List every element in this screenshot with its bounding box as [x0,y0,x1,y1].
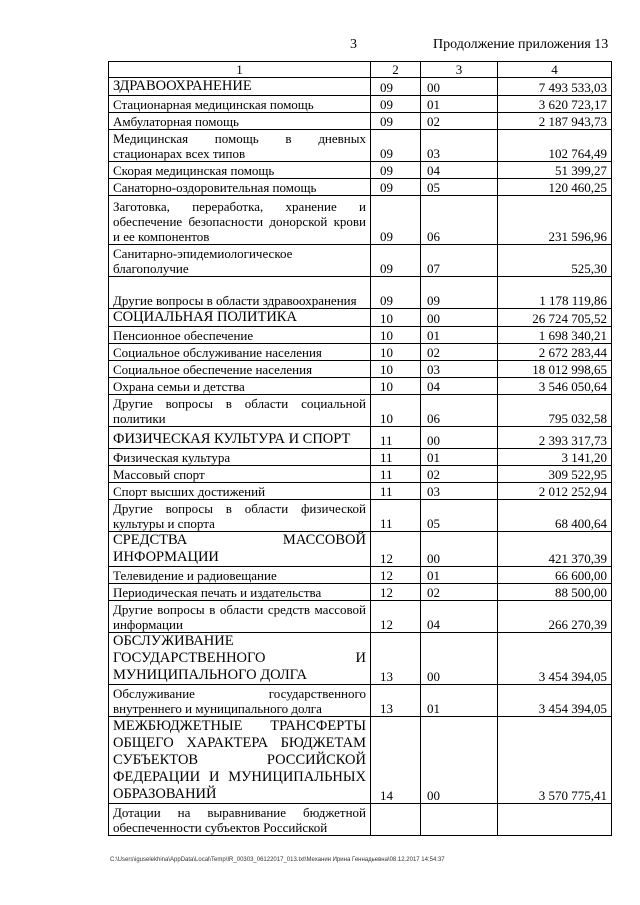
row-section-code [371,804,421,836]
row-section-code: 09 [371,113,421,130]
table-row [109,584,612,601]
row-section-code: 13 [371,685,421,717]
table-row [109,483,612,500]
row-name: Стационарная медицинская помощь [109,96,371,113]
row-name: Другие вопросы в области физической культуры и спорта [109,500,371,532]
row-amount: 309 522,95 [498,466,612,483]
row-amount: 266 270,39 [498,601,612,633]
table-row [109,685,612,717]
row-section-code: 09 [371,78,421,96]
row-subsection-code [421,804,498,836]
row-name: Социальное обслуживание населения [109,344,371,361]
row-amount: 1 178 119,86 [498,277,612,309]
row-name: Санаторно-оздоровительная помощь [109,179,371,196]
row-amount: 2 672 283,44 [498,344,612,361]
table-row [109,196,612,245]
row-section-code: 12 [371,584,421,601]
row-section-code: 09 [371,196,421,245]
row-section-code: 10 [371,361,421,378]
column-header: 4 [498,62,612,78]
row-subsection-code: 03 [421,483,498,500]
table-row [109,96,612,113]
table-row [109,130,612,162]
row-name: МЕЖБЮДЖЕТНЫЕ ТРАНСФЕРТЫ ОБЩЕГО ХАРАКТЕРА БЮДЖЕТАМ СУБЪЕКТОВ РОССИЙСКОЙ ФЕДЕРАЦИИ И МУНИЦИПАЛЬНЫХ ОБРАЗОВАНИЙ [109,717,371,804]
row-section-code: 12 [371,532,421,567]
table-row [109,633,612,685]
page-number: 3 [350,37,357,52]
row-name: Обслуживание государственного внутреннего и муниципального долга [109,685,371,717]
row-amount [498,804,612,836]
row-name: Другие вопросы в области социальной политики [109,395,371,427]
row-name: Массовый спорт [109,466,371,483]
row-name: Физическая культура [109,449,371,466]
table-row [109,804,612,836]
row-name: ОБСЛУЖИВАНИЕ ГОСУДАРСТВЕННОГО И МУНИЦИПАЛЬНОГО ДОЛГА [109,633,371,685]
row-subsection-code: 06 [421,196,498,245]
row-name: Скорая медицинская помощь [109,162,371,179]
row-subsection-code: 03 [421,361,498,378]
table-row [109,449,612,466]
row-amount: 3 620 723,17 [498,96,612,113]
table-row [109,395,612,427]
column-header: 3 [421,62,498,78]
row-name: Периодическая печать и издательства [109,584,371,601]
row-amount: 3 570 775,41 [498,717,612,804]
row-amount: 18 012 998,65 [498,361,612,378]
row-section-code: 11 [371,483,421,500]
row-section-code: 09 [371,96,421,113]
row-name: Амбулаторная помощь [109,113,371,130]
row-section-code: 12 [371,601,421,633]
row-amount: 7 493 533,03 [498,78,612,96]
row-subsection-code: 03 [421,130,498,162]
row-subsection-code: 04 [421,378,498,395]
row-name: Социальное обеспечение населения [109,361,371,378]
table-header-row [109,62,612,78]
row-amount: 3 454 394,05 [498,633,612,685]
row-name: СОЦИАЛЬНАЯ ПОЛИТИКА [109,309,371,327]
row-subsection-code: 04 [421,162,498,179]
row-name: Другие вопросы в области средств массовой информации [109,601,371,633]
row-section-code: 10 [371,327,421,344]
column-header: 2 [371,62,421,78]
row-amount: 795 032,58 [498,395,612,427]
row-section-code: 14 [371,717,421,804]
row-name: СРЕДСТВА МАССОВОЙ ИНФОРМАЦИИ [109,532,371,567]
row-subsection-code: 01 [421,327,498,344]
table-row [109,78,612,96]
row-section-code: 10 [371,309,421,327]
row-section-code: 11 [371,427,421,449]
row-name: Другие вопросы в области здравоохранения [109,277,371,309]
column-header: 1 [109,62,371,78]
row-section-code: 10 [371,378,421,395]
appendix-title: Продолжение приложения 13 [433,37,609,52]
table-row [109,277,612,309]
file-path-footer: C:\Users\iguselekhina\AppData\Local\Temp\IR_00303_06122017_013.txt\Механин Ирина Геннадьевна\08.12.2017 14:54:37 [110,857,445,863]
row-subsection-code: 04 [421,601,498,633]
row-section-code: 12 [371,567,421,584]
table-row [109,717,612,804]
row-section-code: 09 [371,179,421,196]
row-subsection-code: 00 [421,532,498,567]
row-subsection-code: 02 [421,344,498,361]
table-row [109,245,612,277]
row-section-code: 11 [371,466,421,483]
row-subsection-code: 02 [421,113,498,130]
row-section-code: 11 [371,449,421,466]
row-section-code: 11 [371,500,421,532]
table-row [109,427,612,449]
table-row [109,344,612,361]
row-section-code: 13 [371,633,421,685]
row-amount: 3 546 050,64 [498,378,612,395]
row-subsection-code: 01 [421,567,498,584]
row-subsection-code: 00 [421,427,498,449]
row-amount: 421 370,39 [498,532,612,567]
row-amount: 26 724 705,52 [498,309,612,327]
row-amount: 525,30 [498,245,612,277]
row-subsection-code: 05 [421,179,498,196]
row-amount: 231 596,96 [498,196,612,245]
row-section-code: 10 [371,395,421,427]
budget-table [108,61,612,836]
row-subsection-code: 02 [421,584,498,601]
row-name: ЗДРАВООХРАНЕНИЕ [109,78,371,96]
table-row [109,309,612,327]
table-row [109,162,612,179]
row-amount: 2 393 317,73 [498,427,612,449]
row-name: Телевидение и радиовещание [109,567,371,584]
table-row [109,179,612,196]
table-row [109,378,612,395]
row-subsection-code: 00 [421,78,498,96]
row-name: Охрана семьи и детства [109,378,371,395]
row-amount: 66 600,00 [498,567,612,584]
row-section-code: 09 [371,277,421,309]
row-amount: 2 187 943,73 [498,113,612,130]
row-subsection-code: 09 [421,277,498,309]
row-amount: 2 012 252,94 [498,483,612,500]
row-name: Пенсионное обеспечение [109,327,371,344]
table-row [109,466,612,483]
row-amount: 3 454 394,05 [498,685,612,717]
row-subsection-code: 02 [421,466,498,483]
row-name: Санитарно-эпидемиологическое благополучие [109,245,371,277]
row-name: Спорт высших достижений [109,483,371,500]
row-amount: 1 698 340,21 [498,327,612,344]
row-name: ФИЗИЧЕСКАЯ КУЛЬТУРА И СПОРТ [109,427,371,449]
table-row [109,361,612,378]
row-section-code: 10 [371,344,421,361]
row-amount: 68 400,64 [498,500,612,532]
row-subsection-code: 00 [421,717,498,804]
row-subsection-code: 07 [421,245,498,277]
row-name: Дотации на выравнивание бюджетной обеспеченности субъектов Российской [109,804,371,836]
row-name: Медицинская помощь в дневных стационарах всех типов [109,130,371,162]
row-subsection-code: 05 [421,500,498,532]
row-amount: 88 500,00 [498,584,612,601]
table-row [109,567,612,584]
table-row [109,601,612,633]
row-subsection-code: 00 [421,309,498,327]
row-subsection-code: 01 [421,449,498,466]
row-subsection-code: 01 [421,96,498,113]
table-row [109,113,612,130]
row-amount: 3 141,20 [498,449,612,466]
row-section-code: 09 [371,162,421,179]
row-amount: 51 399,27 [498,162,612,179]
row-subsection-code: 06 [421,395,498,427]
row-amount: 120 460,25 [498,179,612,196]
row-section-code: 09 [371,245,421,277]
table-row [109,500,612,532]
table-row [109,327,612,344]
row-subsection-code: 00 [421,633,498,685]
row-name: Заготовка, переработка, хранение и обеспечение безопасности донорской крови и ее компонентов [109,196,371,245]
table-row [109,532,612,567]
row-amount: 102 764,49 [498,130,612,162]
row-section-code: 09 [371,130,421,162]
row-subsection-code: 01 [421,685,498,717]
